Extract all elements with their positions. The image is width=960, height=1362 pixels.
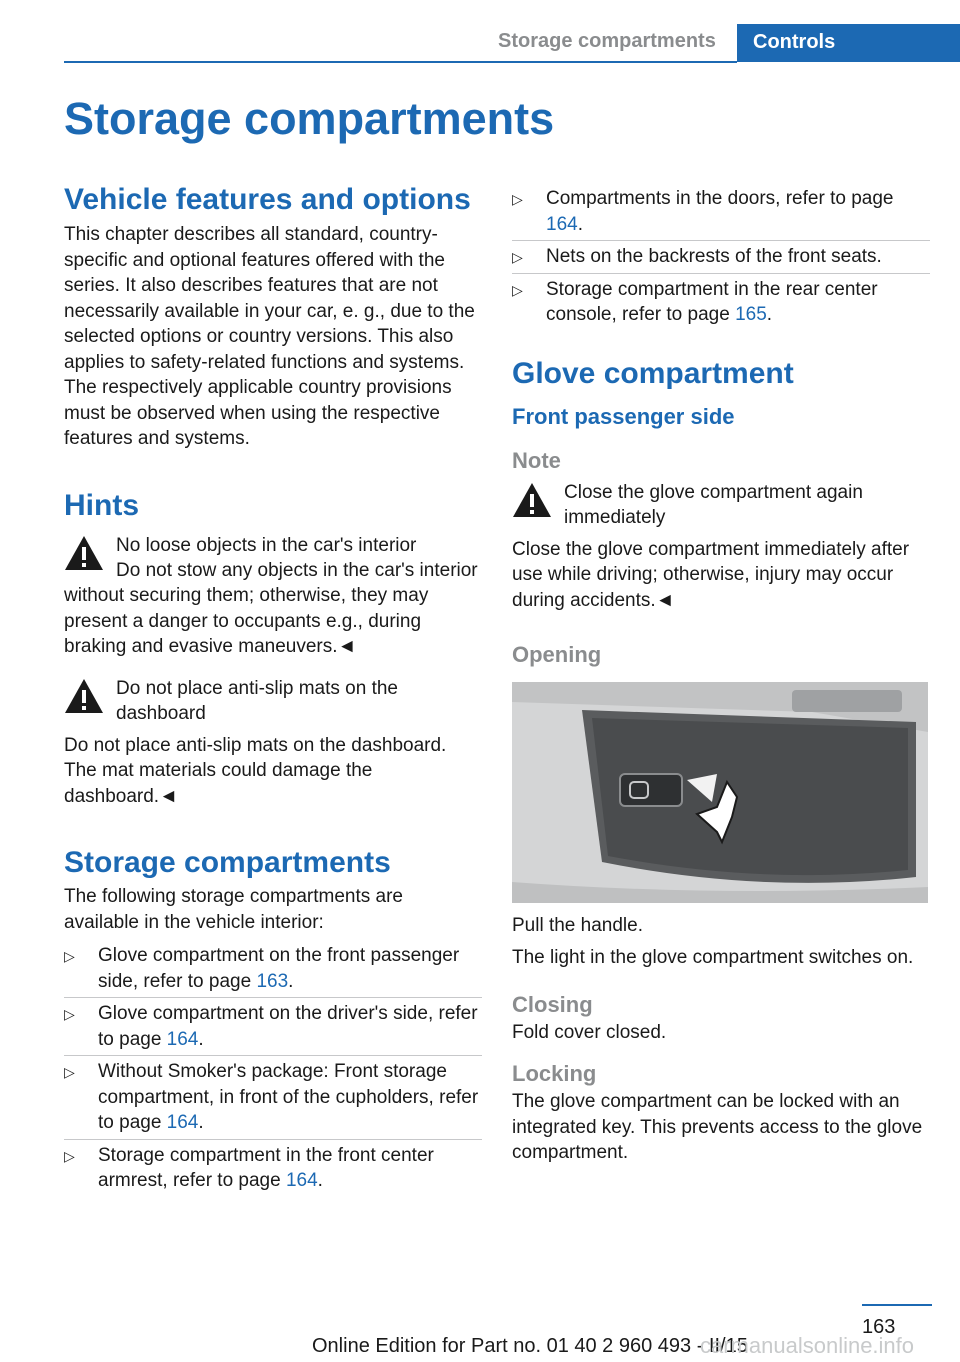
list-item: ▷ Without Smoker's package: Front storage compartment, in front of the cupholders, refer to page 164. <box>64 1059 482 1136</box>
warning-text: Close the glove compartment immediately after use while driving; otherwise, injury may occur during accidents.◄ <box>512 538 910 611</box>
list-separator <box>512 273 930 274</box>
page-link[interactable]: 165 <box>735 304 767 325</box>
page-link[interactable]: 164 <box>166 1112 199 1133</box>
light-switches-text: The light in the glove compartment switches on. <box>512 947 914 969</box>
list-separator <box>512 240 930 241</box>
bullet-triangle-icon: ▷ <box>64 1006 75 1022</box>
list-item: ▷ Glove compartment on the driver's side, refer to page 164. <box>64 1001 482 1052</box>
storage-list-left <box>64 943 482 1194</box>
bullet-triangle-icon: ▷ <box>64 948 75 964</box>
warning-triangle-icon <box>64 535 104 571</box>
vehicle-features-heading: Vehicle features and options <box>64 183 471 216</box>
closing-text: Fold cover closed. <box>512 1022 667 1044</box>
list-separator <box>64 997 482 998</box>
warning-text: Do not place anti-slip mats on the dashboard. The mat materials could damage the dashboard.◄ <box>64 734 447 807</box>
warning-anti-slip-mats <box>64 676 482 727</box>
warning-title: Close the glove compartment again immediately <box>564 481 863 529</box>
footer-rule <box>862 1304 932 1306</box>
warning-title: Do not place anti-slip mats on the dashboard <box>116 677 398 724</box>
page-link[interactable]: 163 <box>256 970 289 992</box>
bullet-triangle-icon: ▷ <box>512 249 523 265</box>
hints-heading: Hints <box>64 488 139 522</box>
opening-heading: Opening <box>512 642 602 668</box>
list-separator <box>64 1139 482 1140</box>
bullet-triangle-icon: ▷ <box>512 281 523 298</box>
locking-text: The glove compartment can be locked with an integrated key. This prevents access to the glove compartment. <box>512 1091 923 1164</box>
header-section-title: Storage compartments <box>498 30 716 52</box>
pull-handle-text: Pull the handle. <box>512 914 643 936</box>
warning-title: No loose objects in the car's interior <box>116 534 417 556</box>
closing-heading: Closing <box>512 991 593 1017</box>
list-separator <box>64 1055 482 1056</box>
storage-list-right <box>512 186 930 328</box>
note-heading: Note <box>512 448 561 474</box>
warning-triangle-icon <box>64 678 104 714</box>
warning-close-glove-compartment <box>512 480 930 531</box>
watermark: carmanualsonline.info <box>700 1333 915 1358</box>
left-column <box>64 180 482 1201</box>
glove-compartment-heading: Glove compartment <box>512 356 794 390</box>
header-chapter-label: Controls <box>753 31 836 53</box>
locking-heading: Locking <box>512 1060 597 1086</box>
bullet-triangle-icon: ▷ <box>64 1147 75 1164</box>
list-item: ▷ Nets on the backrests of the front seats. <box>512 244 930 270</box>
header-rule <box>64 61 737 63</box>
glove-compartment-image <box>512 682 928 903</box>
storage-compartments-heading: Storage compartments <box>64 846 391 879</box>
storage-intro-text: The following storage compartments are available in the vehicle interior: <box>64 886 403 933</box>
right-column <box>512 180 930 1166</box>
vehicle-features-text: This chapter describes all standard, country-specific and optional features offered with the series. It also describes features that are not necessarily available in your car, e. g., due to the selected options or country versions. This also applies to safety-related functions and systems. The respectively applicable country provisions must be observed when using the respective features and systems. <box>64 224 475 449</box>
warning-loose-objects <box>64 533 482 581</box>
footer-edition-text: Online Edition for Part no. 01 40 2 960 493 - II/15 <box>312 1335 748 1357</box>
page-title: Storage compartments <box>64 93 555 144</box>
page-link[interactable]: 164 <box>546 213 578 235</box>
list-item: ▷ Storage compartment in the front center armrest, refer to page 164. <box>64 1144 434 1191</box>
list-item: ▷ Storage compartment in the rear center console, refer to page 165. <box>512 278 878 325</box>
page-link[interactable]: 164 <box>285 1170 318 1191</box>
page-number: 163 <box>862 1316 896 1338</box>
page-link[interactable]: 164 <box>166 1028 199 1050</box>
list-item: ▷ Compartments in the doors, refer to page 164. <box>512 186 930 237</box>
warning-text: Do not stow any objects in the car's interior without securing them; otherwise, they may present a danger to occupants e.g., during braking and evasive maneuvers.◄ <box>64 559 478 657</box>
bullet-triangle-icon: ▷ <box>512 191 523 207</box>
front-passenger-side-heading: Front passenger side <box>512 403 735 429</box>
list-item: ▷ Glove compartment on the front passenger side, refer to page 163. <box>64 943 482 994</box>
header-chapter-tab <box>737 24 960 62</box>
warning-triangle-icon <box>512 482 552 518</box>
bullet-triangle-icon: ▷ <box>64 1064 75 1080</box>
